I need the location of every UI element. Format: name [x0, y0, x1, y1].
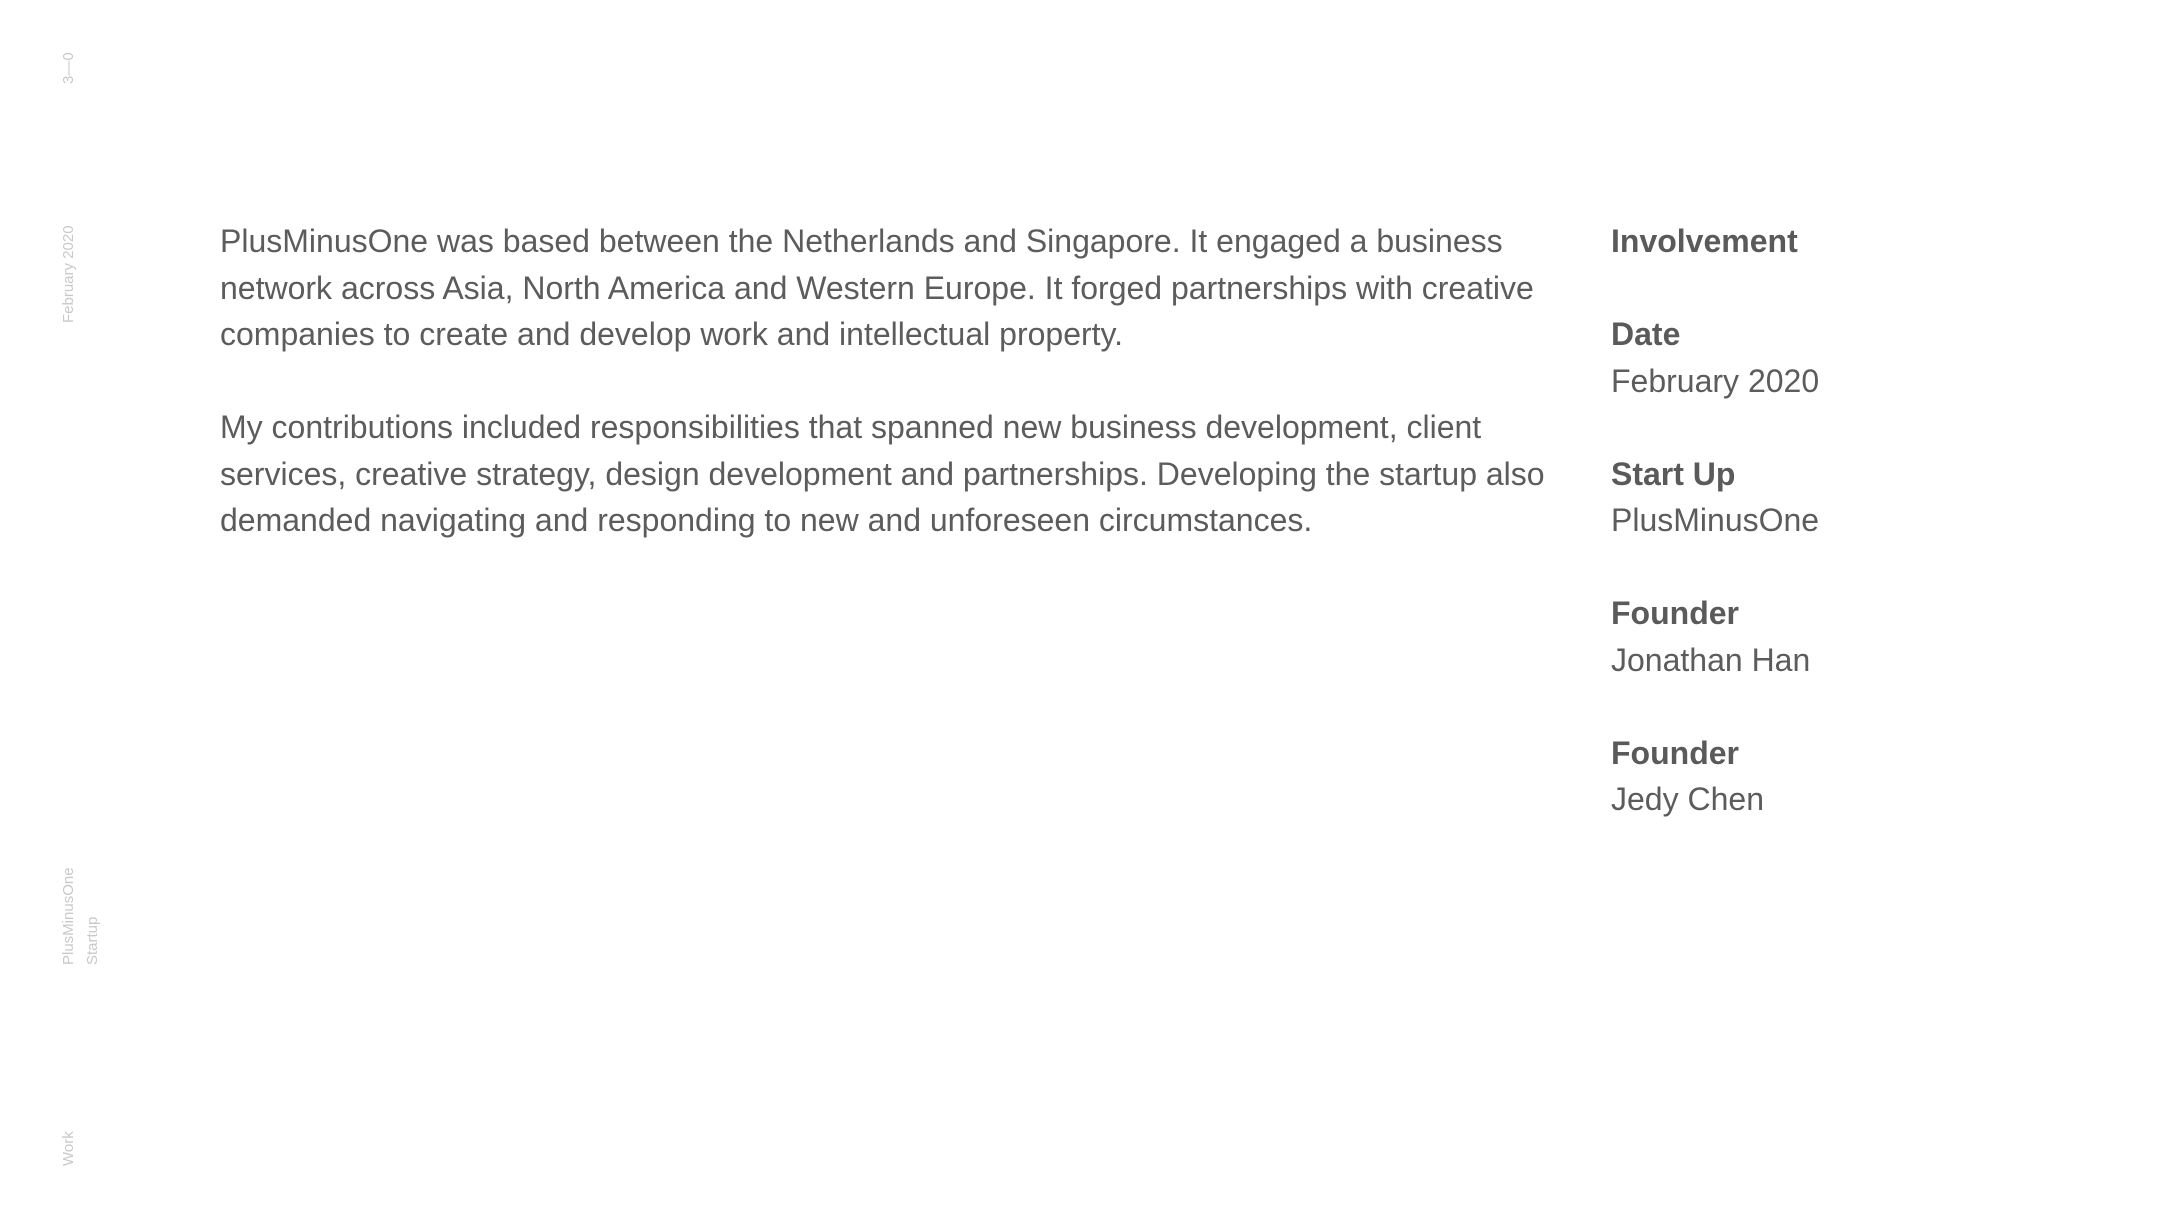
detail-date — [1611, 311, 2111, 404]
detail-value: PlusMinusOne — [1611, 502, 1820, 538]
project-category-side-text: Startup — [84, 916, 101, 965]
detail-label: Founder — [1611, 595, 1739, 631]
project-description — [220, 218, 1590, 590]
section-side-text: Work — [60, 1131, 77, 1166]
detail-label: Start Up — [1611, 455, 1736, 492]
date-side-text: February 2020 — [60, 225, 77, 323]
project-name-side-text: PlusMinusOne — [60, 867, 77, 965]
detail-label: Founder — [1611, 734, 1739, 771]
detail-value: February 2020 — [1611, 362, 1820, 399]
detail-label: Date — [1611, 316, 1681, 352]
detail-founder-2 — [1611, 730, 2111, 823]
description-paragraph-2: My contributions included responsibilities that spanned new business development, client services, creative strategy, design development and partnerships. Developing the startup also demanded navigating and responding to new and unforeseen circumstances. — [220, 409, 1545, 538]
section-side-label — [57, 1131, 81, 1166]
page-number-label — [57, 52, 81, 84]
involvement-heading-block — [1611, 218, 2111, 265]
project-side-label — [57, 867, 105, 965]
involvement-heading: Involvement — [1611, 223, 1798, 259]
detail-value: Jonathan Han — [1611, 641, 1811, 678]
detail-startup — [1611, 451, 2111, 544]
date-side-label — [57, 225, 81, 323]
detail-founder-1 — [1611, 590, 2111, 683]
detail-value: Jedy Chen — [1611, 781, 1764, 817]
page-number-text: 3—0 — [60, 52, 77, 84]
project-details — [1611, 218, 2111, 869]
description-paragraph-1: PlusMinusOne was based between the Netherlands and Singapore. It engaged a business network across Asia, North America and Western Europe. It forged partnerships with creative companies to create and develop work and intellectual property. — [220, 223, 1534, 352]
